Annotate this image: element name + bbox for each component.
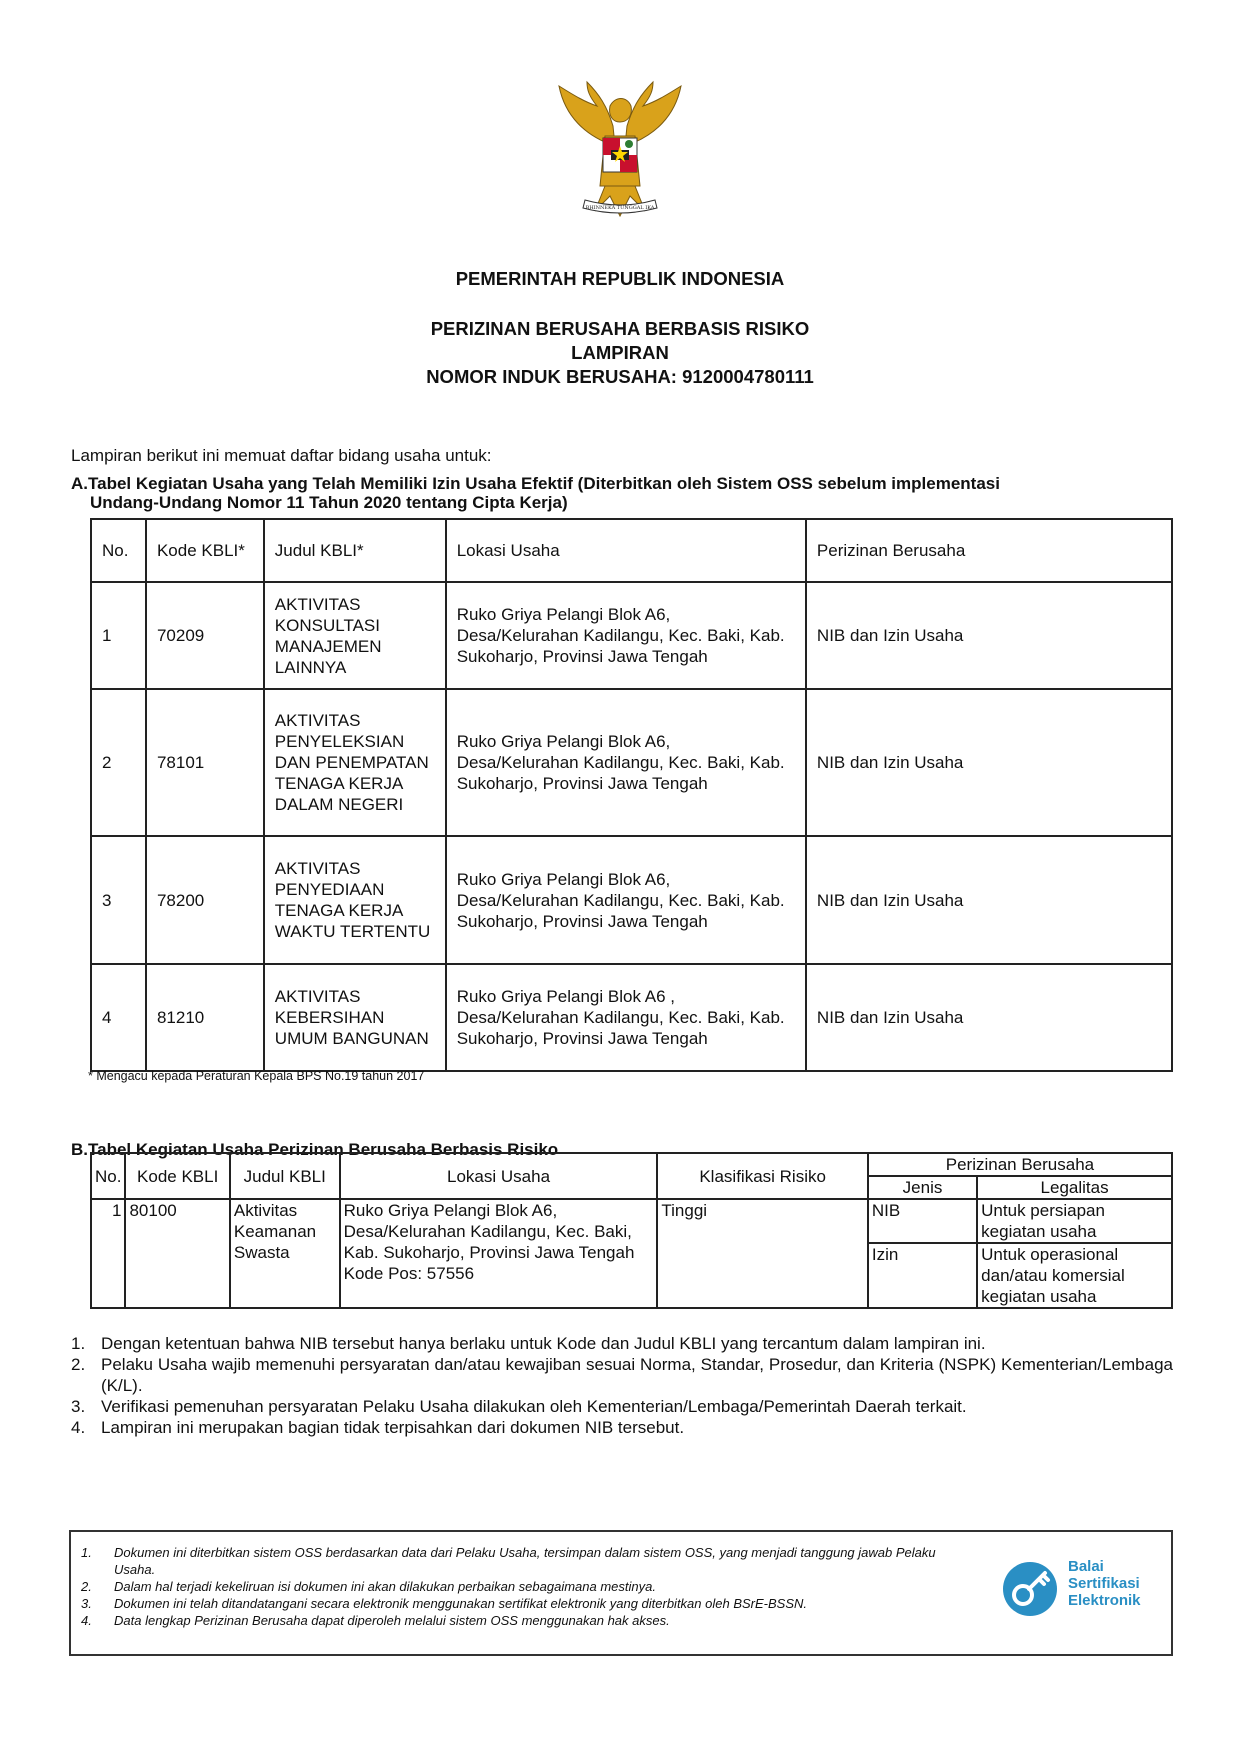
list-item bbox=[81, 1612, 961, 1629]
table-a bbox=[90, 518, 1173, 1072]
row-kode-pos: Kode Pos: 57556 bbox=[343, 1264, 475, 1283]
list-item bbox=[81, 1578, 961, 1595]
row-perizinan: NIB dan Izin Usaha bbox=[806, 582, 1172, 689]
footer-note-number: 1. bbox=[81, 1545, 92, 1560]
row-jenis: Izin bbox=[868, 1243, 977, 1308]
row-no: 1 bbox=[91, 582, 146, 689]
list-item bbox=[71, 1354, 1173, 1396]
section-b-title: B.Tabel Kegiatan Usaha Perizinan Berusaha Berbasis Risiko bbox=[71, 1140, 559, 1159]
list-item bbox=[81, 1544, 961, 1578]
table-a-col-kode: Kode KBLI* bbox=[146, 519, 264, 582]
table-row bbox=[91, 1199, 1172, 1243]
row-legalitas: Untuk operasional dan/atau komersial kegiatan usaha bbox=[977, 1243, 1172, 1308]
table-b-col-no: No. bbox=[91, 1153, 125, 1199]
row-judul: Aktivitas Keamanan Swasta bbox=[230, 1199, 340, 1308]
table-a-col-perizinan: Perizinan Berusaha bbox=[806, 519, 1172, 582]
table-b-col-lokasi: Lokasi Usaha bbox=[340, 1153, 658, 1199]
row-jenis: NIB bbox=[868, 1199, 977, 1243]
bsre-logo-text bbox=[1068, 1558, 1141, 1609]
row-lokasi: Ruko Griya Pelangi Blok A6, Desa/Kelurahan Kadilangu, Kec. Baki, Kab. Sukoharjo, Provinsi Jawa Tengah bbox=[446, 836, 806, 964]
table-a-header-row bbox=[91, 519, 1172, 582]
table-b-col-jenis: Jenis bbox=[868, 1176, 977, 1199]
table-b-col-perizinan: Perizinan Berusaha bbox=[868, 1153, 1172, 1176]
table-a-col-lokasi: Lokasi Usaha bbox=[446, 519, 806, 582]
bsre-logo-line1: Balai bbox=[1068, 1558, 1104, 1575]
table-b-col-klasifikasi: Klasifikasi Risiko bbox=[657, 1153, 867, 1199]
row-judul: AKTIVITAS KEBERSIHAN UMUM BANGUNAN bbox=[264, 964, 446, 1071]
row-lokasi: Ruko Griya Pelangi Blok A6, Desa/Kelurahan Kadilangu, Kec. Baki, Kab. Sukoharjo, Provinsi Jawa Tengah bbox=[446, 689, 806, 836]
table-b-col-legalitas: Legalitas bbox=[977, 1176, 1172, 1199]
bsre-logo-line2: Sertifikasi bbox=[1068, 1575, 1140, 1592]
row-no: 2 bbox=[91, 689, 146, 836]
row-no: 1 bbox=[91, 1199, 125, 1308]
list-item bbox=[81, 1595, 961, 1612]
row-lokasi-address: Ruko Griya Pelangi Blok A6, Desa/Kelurahan Kadilangu, Kec. Baki, Kab. Sukoharjo, Provinsi Jawa Tengah bbox=[343, 1201, 635, 1262]
garuda-emblem-icon bbox=[545, 76, 695, 226]
note-number: 3. bbox=[71, 1397, 86, 1416]
footer-note-number: 3. bbox=[81, 1596, 92, 1611]
document-title: PERIZINAN BERUSAHA BERBASIS RISIKO bbox=[430, 318, 810, 339]
row-lokasi: Ruko Griya Pelangi Blok A6, Desa/Kelurahan Kadilangu, Kec. Baki, Kab. Sukoharjo, Provinsi Jawa Tengah bbox=[446, 582, 806, 689]
footer-notes-list bbox=[81, 1544, 961, 1629]
table-row bbox=[91, 964, 1172, 1071]
note-text: Pelaku Usaha wajib memenuhi persyaratan dan/atau kewajiban sesuai Norma, Standar, Prosedur, dan Kriteria (NSPK) Kementerian/Lembaga (K/L). bbox=[101, 1355, 1173, 1395]
footer-note-text: Dalam hal terjadi kekeliruan isi dokumen ini akan dilakukan perbaikan sebagaimana mestinya. bbox=[114, 1579, 656, 1594]
footer-box bbox=[69, 1530, 1173, 1656]
row-perizinan: NIB dan Izin Usaha bbox=[806, 964, 1172, 1071]
row-klasifikasi: Tinggi bbox=[657, 1199, 867, 1308]
footer-note-text: Dokumen ini telah ditandatangani secara elektronik menggunakan sertifikat elektronik yang diterbitkan oleh BSrE-BSSN. bbox=[114, 1596, 807, 1611]
row-kode: 80100 bbox=[125, 1199, 229, 1308]
row-kode: 78200 bbox=[146, 836, 264, 964]
note-number: 4. bbox=[71, 1418, 86, 1437]
footer-note-number: 2. bbox=[81, 1579, 92, 1594]
table-row bbox=[91, 689, 1172, 836]
list-item bbox=[71, 1333, 1173, 1354]
footer-note-text: Dokumen ini diterbitkan sistem OSS berdasarkan data dari Pelaku Usaha, tersimpan dalam sistem OSS, yang menjadi tanggung jawab Pelaku Usaha. bbox=[114, 1545, 936, 1577]
row-kode: 70209 bbox=[146, 582, 264, 689]
table-a-footnote: * Mengacu kepada Peraturan Kepala BPS No.19 tahun 2017 bbox=[88, 1069, 425, 1083]
section-a-title bbox=[71, 474, 1173, 512]
table-b-header-row bbox=[91, 1153, 1172, 1176]
footer-note-number: 4. bbox=[81, 1613, 92, 1628]
note-number: 1. bbox=[71, 1334, 86, 1353]
table-a-col-no: No. bbox=[91, 519, 146, 582]
row-judul: AKTIVITAS KONSULTASI MANAJEMEN LAINNYA bbox=[264, 582, 446, 689]
note-text: Verifikasi pemenuhan persyaratan Pelaku Usaha dilakukan oleh Kementerian/Lembaga/Pemerintah Daerah terkait. bbox=[101, 1397, 967, 1416]
bsre-key-logo-icon bbox=[1001, 1560, 1059, 1618]
row-lokasi bbox=[340, 1199, 658, 1308]
government-heading: PEMERINTAH REPUBLIK INDONESIA bbox=[455, 268, 785, 289]
table-a-col-judul: Judul KBLI* bbox=[264, 519, 446, 582]
row-kode: 78101 bbox=[146, 689, 264, 836]
list-item bbox=[71, 1417, 1173, 1438]
table-b-col-kode: Kode KBLI bbox=[125, 1153, 229, 1199]
table-b-col-judul: Judul KBLI bbox=[230, 1153, 340, 1199]
row-perizinan: NIB dan Izin Usaha bbox=[806, 689, 1172, 836]
section-a-title-line2: Undang-Undang Nomor 11 Tahun 2020 tentang Cipta Kerja) bbox=[90, 493, 568, 512]
emblem-motto: BHINNEKA TUNGGAL IKA bbox=[585, 205, 655, 211]
note-text: Dengan ketentuan bahwa NIB tersebut hanya berlaku untuk Kode dan Judul KBLI yang tercantum dalam lampiran ini. bbox=[101, 1334, 986, 1353]
list-item bbox=[71, 1396, 1173, 1417]
row-lokasi: Ruko Griya Pelangi Blok A6 , Desa/Kelurahan Kadilangu, Kec. Baki, Kab. Sukoharjo, Provinsi Jawa Tengah bbox=[446, 964, 806, 1071]
bsre-logo-line3: Elektronik bbox=[1068, 1592, 1141, 1609]
row-no: 3 bbox=[91, 836, 146, 964]
row-perizinan: NIB dan Izin Usaha bbox=[806, 836, 1172, 964]
table-row bbox=[91, 836, 1172, 964]
row-judul: AKTIVITAS PENYEDIAAN TENAGA KERJA WAKTU TERTENTU bbox=[264, 836, 446, 964]
table-row bbox=[91, 582, 1172, 689]
row-no: 4 bbox=[91, 964, 146, 1071]
document-subtitle: LAMPIRAN bbox=[571, 342, 669, 363]
footer-note-text: Data lengkap Perizinan Berusaha dapat diperoleh melalui sistem OSS menggunakan hak akses. bbox=[114, 1613, 670, 1628]
row-legalitas: Untuk persiapan kegiatan usaha bbox=[977, 1199, 1172, 1243]
table-b bbox=[90, 1152, 1173, 1309]
nib-number: NOMOR INDUK BERUSAHA: 9120004780111 bbox=[426, 366, 814, 387]
intro-text: Lampiran berikut ini memuat daftar bidang usaha untuk: bbox=[71, 446, 492, 465]
note-text: Lampiran ini merupakan bagian tidak terpisahkan dari dokumen NIB tersebut. bbox=[101, 1418, 685, 1437]
section-a-title-line1: A.Tabel Kegiatan Usaha yang Telah Memiliki Izin Usaha Efektif (Diterbitkan oleh Sistem OSS sebelum implementasi bbox=[71, 474, 1000, 493]
notes-list bbox=[71, 1333, 1173, 1438]
row-judul: AKTIVITAS PENYELEKSIAN DAN PENEMPATAN TENAGA KERJA DALAM NEGERI bbox=[264, 689, 446, 836]
note-number: 2. bbox=[71, 1355, 86, 1374]
row-kode: 81210 bbox=[146, 964, 264, 1071]
